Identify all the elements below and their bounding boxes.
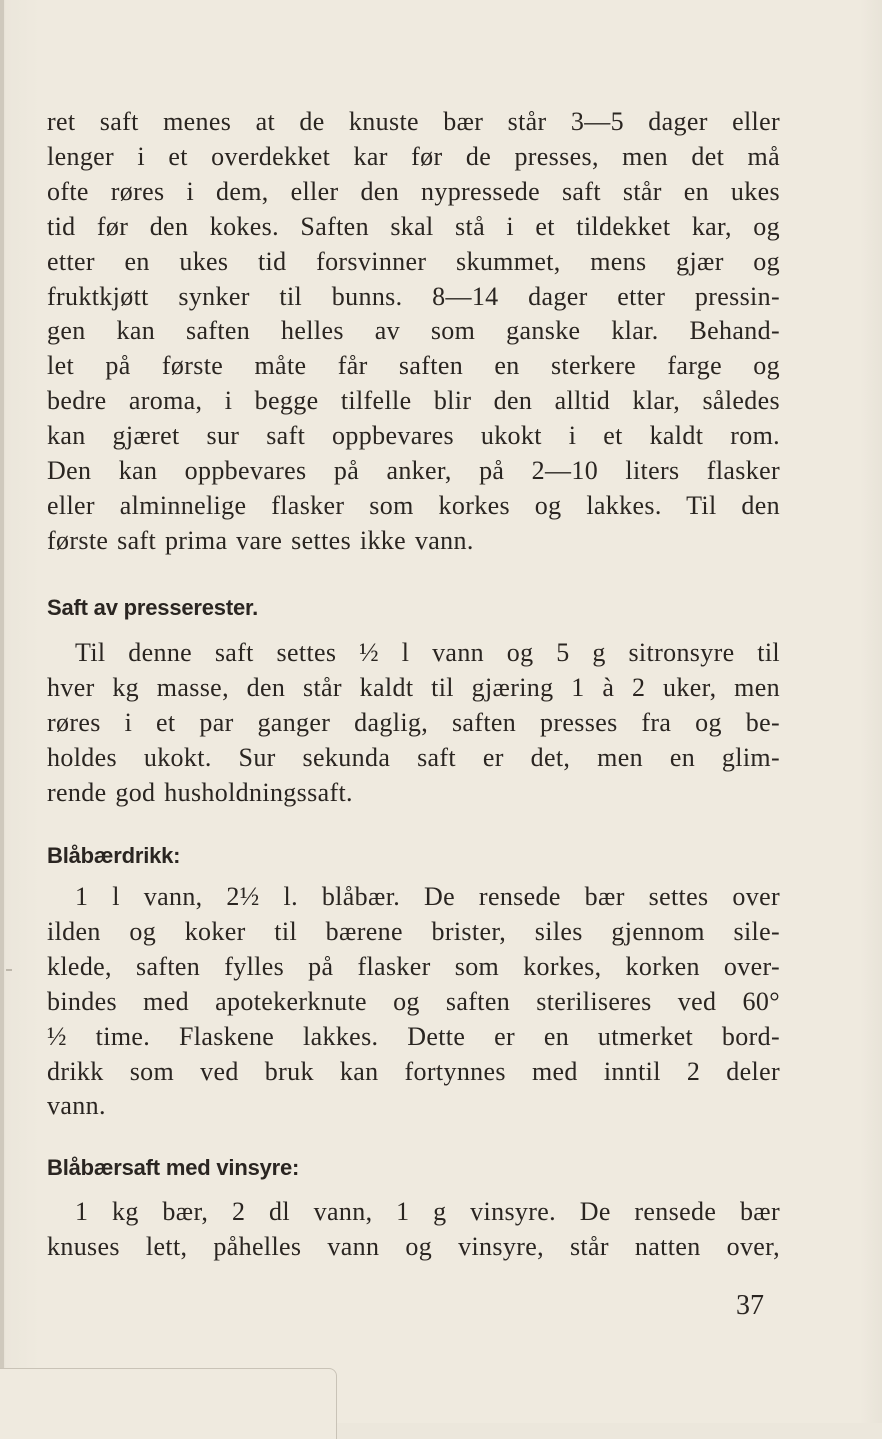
text-line: fruktkjøtt synker til bunns. 8—14 dager etter pressin- (47, 281, 780, 311)
text-line: Til denne saft settes ½ l vann og 5 g sitronsyre til (75, 638, 780, 667)
text-line: gen kan saften helles av som ganske klar. Behand- (47, 316, 780, 346)
intro-paragraph (47, 105, 780, 559)
section-paragraph-blabaerdrikk (47, 880, 780, 1124)
text-line: kan gjæret sur saft oppbevares ukokt i et kaldt rom. (47, 421, 780, 451)
section-paragraph-blabaersaft-med-vinsyre (47, 1195, 780, 1265)
section-heading-saft-av-presserester: Saft av presserester. (47, 595, 259, 620)
section-heading-blabaersaft-med-vinsyre: Blåbærsaft med vinsyre: (47, 1155, 300, 1180)
text-line: etter en ukes tid forsvinner skummet, mens gjær og (47, 246, 780, 276)
text-line: første saft prima vare settes ikke vann. (47, 525, 474, 555)
text-line: vann. (47, 1091, 106, 1121)
text-line: hver kg masse, den står kaldt til gjæring 1 à 2 uker, men (47, 672, 780, 702)
text-line: rende god husholdningssaft. (47, 777, 353, 807)
text-line: eller alminnelige flasker som korkes og lakkes. Til den (47, 490, 780, 520)
page-bottom-tab (0, 1368, 337, 1439)
text-line: Den kan oppbevares på anker, på 2—10 liters flasker (47, 456, 780, 486)
text-line: let på første måte får saften en sterkere farge og (47, 351, 780, 381)
margin-mark (6, 969, 12, 971)
text-line: 1 kg bær, 2 dl vann, 1 g vinsyre. De rensede bær (75, 1197, 780, 1226)
text-line: ½ time. Flaskene lakkes. Dette er en utmerket bord- (47, 1021, 780, 1051)
text-line: ilden og koker til bærene brister, siles gjennom sile- (47, 916, 780, 946)
text-line: ret saft menes at de knuste bær står 3—5 dager eller (47, 107, 780, 136)
text-line: tid før den kokes. Saften skal stå i et tildekket kar, og (47, 211, 780, 241)
text-line: drikk som ved bruk kan fortynnes med inntil 2 deler (47, 1056, 780, 1086)
page-number: 37 (736, 1290, 764, 1321)
text-line: knuses lett, påhelles vann og vinsyre, står natten over, (47, 1231, 780, 1261)
text-line: 1 l vann, 2½ l. blåbær. De rensede bær settes over (75, 882, 780, 911)
text-line: ofte røres i dem, eller den nypressede saft står en ukes (47, 176, 780, 206)
text-line: holdes ukokt. Sur sekunda saft er det, men en glim- (47, 742, 780, 772)
section-heading-blabaerdrikk: Blåbærdrikk: (47, 843, 181, 868)
text-line: lenger i et overdekket kar før de presses, men det må (47, 141, 780, 171)
text-line: bedre aroma, i begge tilfelle blir den alltid klar, således (47, 386, 780, 416)
text-line: klede, saften fylles på flasker som korkes, korken over- (47, 951, 780, 981)
page-edge-shadow (0, 0, 4, 1423)
section-paragraph-saft-av-presserester (47, 636, 780, 811)
text-line: bindes med apotekerknute og saften steriliseres ved 60° (47, 986, 780, 1016)
text-line: røres i et par ganger daglig, saften presses fra og be- (47, 707, 780, 737)
